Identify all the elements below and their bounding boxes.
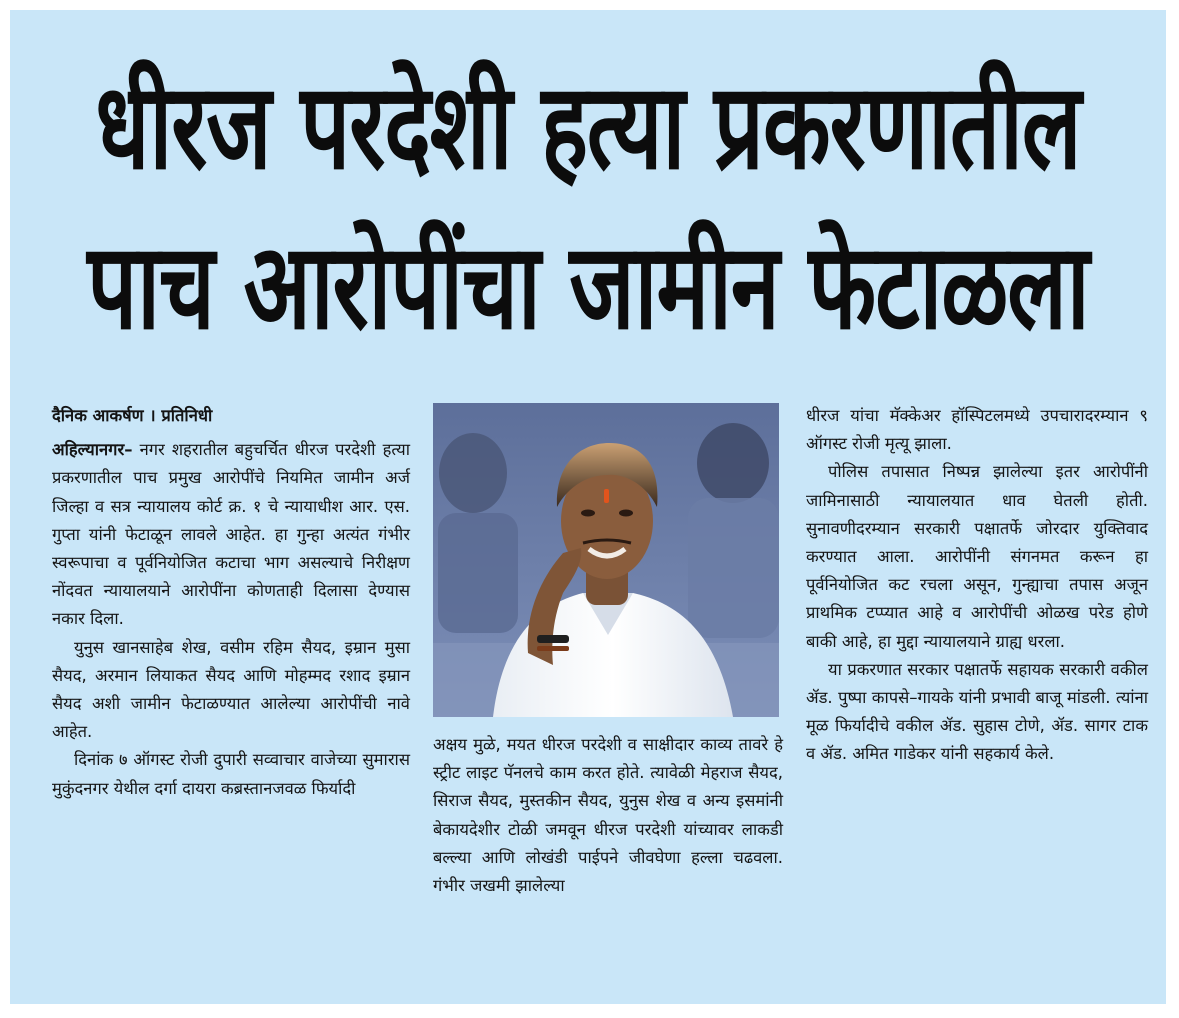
article-column-1 [52, 402, 410, 803]
dateline: अहिल्यानगर– [52, 440, 133, 460]
newspaper-clipping [10, 10, 1166, 1004]
paragraph: धीरज यांचा मॅक्केअर हॉस्पिटलमध्ये उपचारादरम्यान ९ ऑगस्ट रोजी मृत्यू झाला. [806, 406, 1148, 454]
person-portrait-image [433, 403, 779, 717]
paragraph: या प्रकरणात सरकार पक्षातर्फे सहायक सरकारी वकील ॲड. पुष्पा कापसे–गायके यांनी प्रभावी बाजू मांडली. त्यांना मूळ फिर्यादीचे वकील ॲड. सुहास टोणे, ॲड. सागर टाक व ॲड. अमित गाडेकर यांनी सहकार्य केले. [806, 659, 1148, 764]
byline: दैनिक आकर्षण । प्रतिनिधी [52, 406, 213, 425]
headline-line-1: धीरज परदेशी हत्या प्रकरणातील [95, 56, 1081, 196]
paragraph: दिनांक ७ ऑगस्ट रोजी दुपारी सव्वाचार वाजेच्या सुमारास मुकुंदनगर येथील दर्गा दायरा कब्रस्तानजवळ फिर्यादी [52, 750, 410, 798]
paragraph: अक्षय मुळे, मयत धीरज परदेशी व साक्षीदार काव्य तावरे हे स्ट्रीट लाइट पॅनलचे काम करत होते. त्यावेळी मेहराज सैयद, सिराज सैयद, मुस्तकीन सैयद, युनुस शेख व अन्य इसमांनी बेकायदेशीर टोळी जमवून धीरज परदेशी यांच्यावर लाकडी बल्ल्या आणि लोखंडी पाईपने जीवघेणा हल्ला चढवला. गंभीर जखमी झालेल्या [433, 735, 783, 896]
article-column-2 [433, 731, 783, 900]
paragraph: युनुस खानसाहेब शेख, वसीम रहिम सैयद, इम्रान मुसा सैयद, अरमान लियाकत सैयद आणि मोहम्मद रशाद इम्रान सैयद अशी जामीन फेटाळण्यात आलेल्या आरोपींची नावे आहेत. [52, 637, 410, 742]
paragraph: पोलिस तपासात निष्पन्न झालेल्या इतर आरोपींनी जामिनासाठी न्यायालयात धाव घेतली होती. सुनावणीदरम्यान सरकारी पक्षातर्फे जोरदार युक्तिवाद करण्यात आला. आरोपींनी संगनमत करून हा पूर्वनियोजित कट रचला असून, गुन्ह्याचा तपास अजून प्राथमिक टप्प्यात आहे व आरोपींची ओळख परेड होणे बाकी आहे, हा मुद्दा न्यायालयाने ग्राह्य धरला. [806, 462, 1148, 651]
paragraph [52, 436, 410, 633]
paragraph-text: नगर शहरातील बहुचर्चित धीरज परदेशी हत्या प्रकरणातील पाच प्रमुख आरोपींचे नियमित जामीन अर्ज जिल्हा व सत्र न्यायालय कोर्ट क्र. १ चे न्यायाधीश आर. एस. गुप्ता यांनी फेटाळून लावले आहेत. हा गुन्हा अत्यंत गंभीर स्वरूपाचा व पूर्वनियोजित कटाचा भाग असल्याचे निरीक्षण नोंदवत न्यायालयाने आरोपींना कोणताही दिलासा देण्यास नकार दिला. [52, 440, 410, 629]
news-photo [433, 403, 779, 717]
article-column-3 [806, 402, 1148, 769]
headline-line-2: पाच आरोपींचा जामीन फेटाळला [87, 216, 1089, 356]
